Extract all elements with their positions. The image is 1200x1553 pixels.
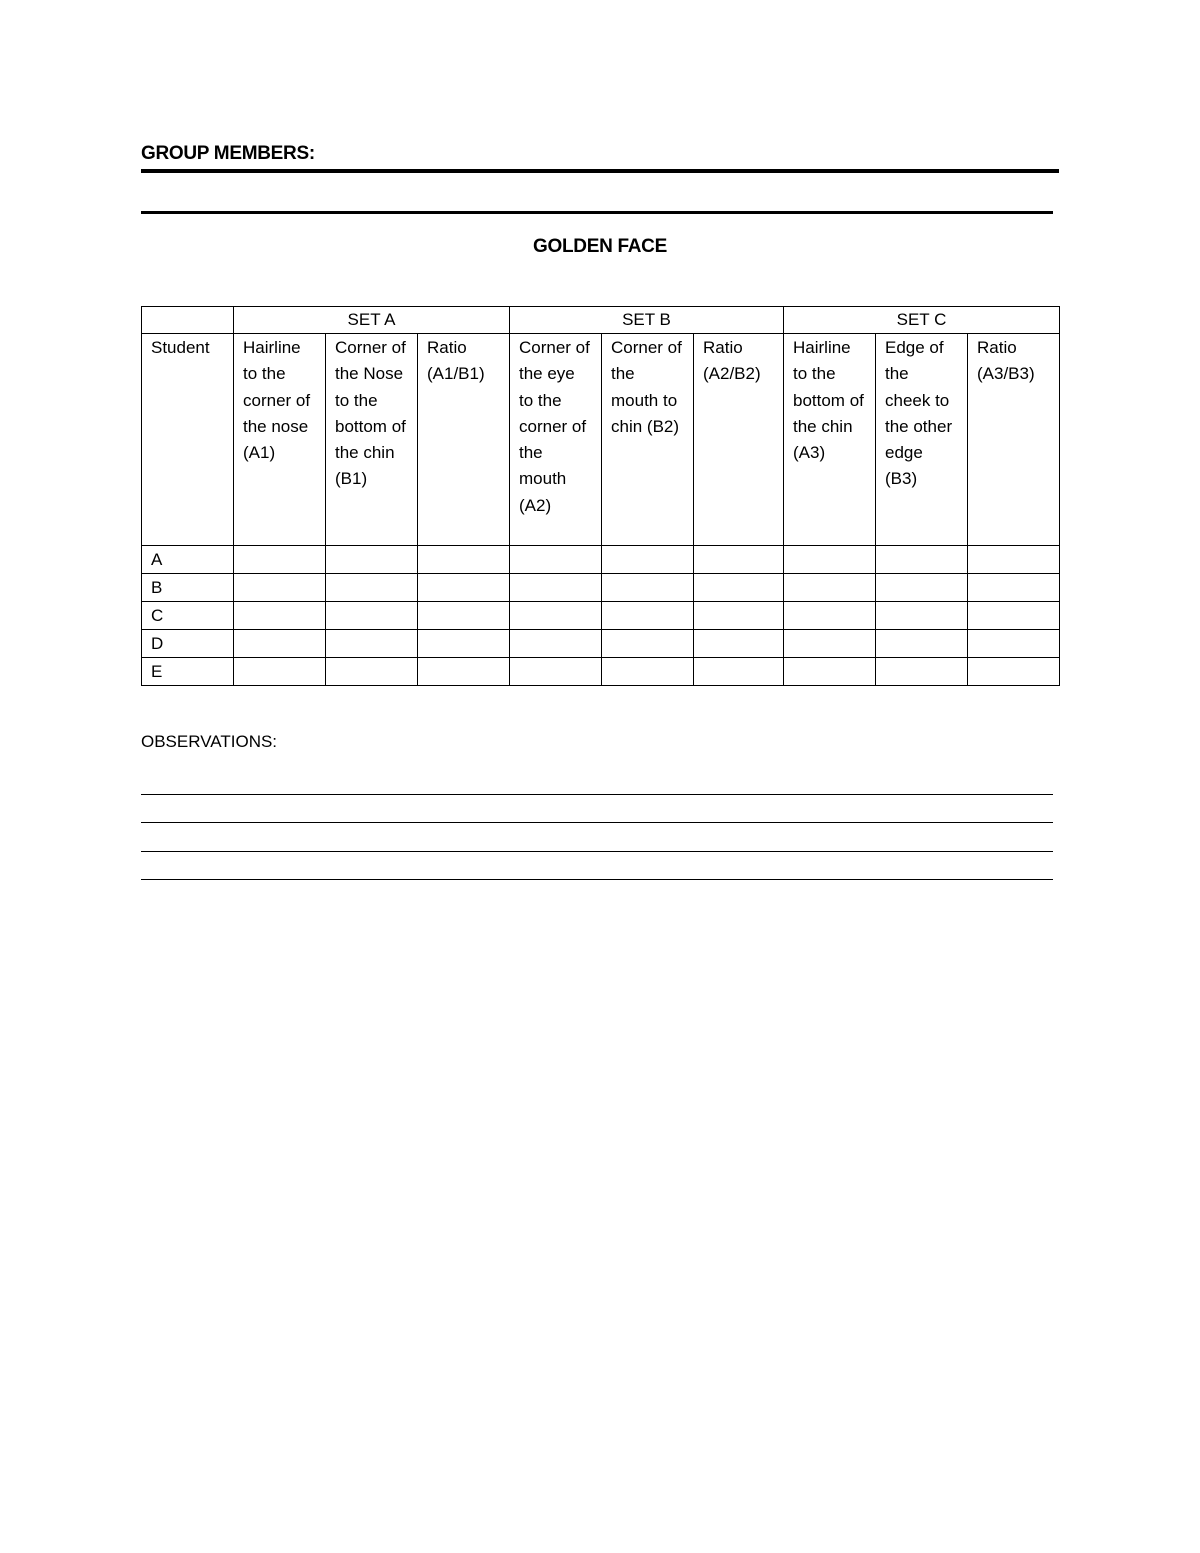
set-c-header: SET C — [784, 307, 1060, 334]
cell-a1[interactable] — [234, 658, 326, 686]
column-header-a1: Hairline to the corner of the nose (A1) — [234, 334, 326, 546]
cell-a3[interactable] — [784, 574, 876, 602]
observations-label: OBSERVATIONS: — [141, 732, 278, 751]
cell-a3[interactable] — [784, 602, 876, 630]
student-label: B — [142, 574, 234, 602]
table-row — [142, 602, 1060, 630]
cell-a1[interactable] — [234, 602, 326, 630]
cell-b2[interactable] — [602, 574, 694, 602]
column-header-b1: Corner of the Nose to the bottom of the chin (B1) — [326, 334, 418, 546]
cell-b1[interactable] — [326, 658, 418, 686]
set-a-header: SET A — [234, 307, 510, 334]
cell-b1[interactable] — [326, 546, 418, 574]
cell-b3[interactable] — [876, 602, 968, 630]
cell-a2[interactable] — [510, 630, 602, 658]
empty-header-cell — [142, 307, 234, 334]
cell-b2[interactable] — [602, 630, 694, 658]
cell-ratio-1[interactable] — [418, 658, 510, 686]
cell-a3[interactable] — [784, 658, 876, 686]
observation-blank-line[interactable] — [141, 822, 1053, 823]
student-label: C — [142, 602, 234, 630]
cell-ratio-2[interactable] — [694, 602, 784, 630]
page-title: GOLDEN FACE — [533, 236, 667, 257]
table-row — [142, 546, 1060, 574]
cell-a1[interactable] — [234, 574, 326, 602]
set-b-header: SET B — [510, 307, 784, 334]
cell-b1[interactable] — [326, 574, 418, 602]
cell-ratio-1[interactable] — [418, 574, 510, 602]
cell-b3[interactable] — [876, 574, 968, 602]
cell-ratio-1[interactable] — [418, 546, 510, 574]
cell-a3[interactable] — [784, 630, 876, 658]
cell-a2[interactable] — [510, 602, 602, 630]
group-members-blank-line[interactable] — [141, 211, 1053, 214]
cell-a2[interactable] — [510, 574, 602, 602]
golden-face-table — [141, 306, 1060, 686]
cell-b2[interactable] — [602, 602, 694, 630]
cell-b1[interactable] — [326, 630, 418, 658]
cell-a2[interactable] — [510, 546, 602, 574]
table-row — [142, 658, 1060, 686]
cell-ratio-1[interactable] — [418, 630, 510, 658]
cell-b2[interactable] — [602, 546, 694, 574]
cell-ratio-3[interactable] — [968, 602, 1060, 630]
group-members-label: GROUP MEMBERS: — [141, 143, 315, 164]
observation-blank-line[interactable] — [141, 879, 1053, 880]
cell-ratio-3[interactable] — [968, 630, 1060, 658]
cell-ratio-2[interactable] — [694, 658, 784, 686]
cell-a3[interactable] — [784, 546, 876, 574]
cell-ratio-2[interactable] — [694, 630, 784, 658]
cell-a1[interactable] — [234, 546, 326, 574]
column-header-ratio-2: Ratio (A2/B2) — [694, 334, 784, 546]
column-header-a3: Hairline to the bottom of the chin (A3) — [784, 334, 876, 546]
column-header-ratio-1: Ratio (A1/B1) — [418, 334, 510, 546]
student-label: E — [142, 658, 234, 686]
cell-a2[interactable] — [510, 658, 602, 686]
cell-b2[interactable] — [602, 658, 694, 686]
cell-b3[interactable] — [876, 658, 968, 686]
set-header-row — [142, 307, 1060, 334]
column-header-a2: Corner of the eye to the corner of the mouth (A2) — [510, 334, 602, 546]
cell-ratio-2[interactable] — [694, 574, 784, 602]
column-header-student: Student — [142, 334, 234, 546]
cell-ratio-3[interactable] — [968, 546, 1060, 574]
cell-ratio-3[interactable] — [968, 658, 1060, 686]
table-row — [142, 630, 1060, 658]
cell-b3[interactable] — [876, 630, 968, 658]
column-header-row — [142, 334, 1060, 546]
column-header-b2: Corner of the mouth to chin (B2) — [602, 334, 694, 546]
column-header-b3: Edge of the cheek to the other edge (B3) — [876, 334, 968, 546]
cell-a1[interactable] — [234, 630, 326, 658]
group-members-underline — [141, 169, 1059, 173]
student-label: D — [142, 630, 234, 658]
cell-ratio-1[interactable] — [418, 602, 510, 630]
student-label: A — [142, 546, 234, 574]
observation-blank-line[interactable] — [141, 794, 1053, 795]
table-row — [142, 574, 1060, 602]
cell-b3[interactable] — [876, 546, 968, 574]
cell-ratio-3[interactable] — [968, 574, 1060, 602]
cell-b1[interactable] — [326, 602, 418, 630]
column-header-ratio-3: Ratio (A3/B3) — [968, 334, 1060, 546]
observation-blank-line[interactable] — [141, 851, 1053, 852]
cell-ratio-2[interactable] — [694, 546, 784, 574]
